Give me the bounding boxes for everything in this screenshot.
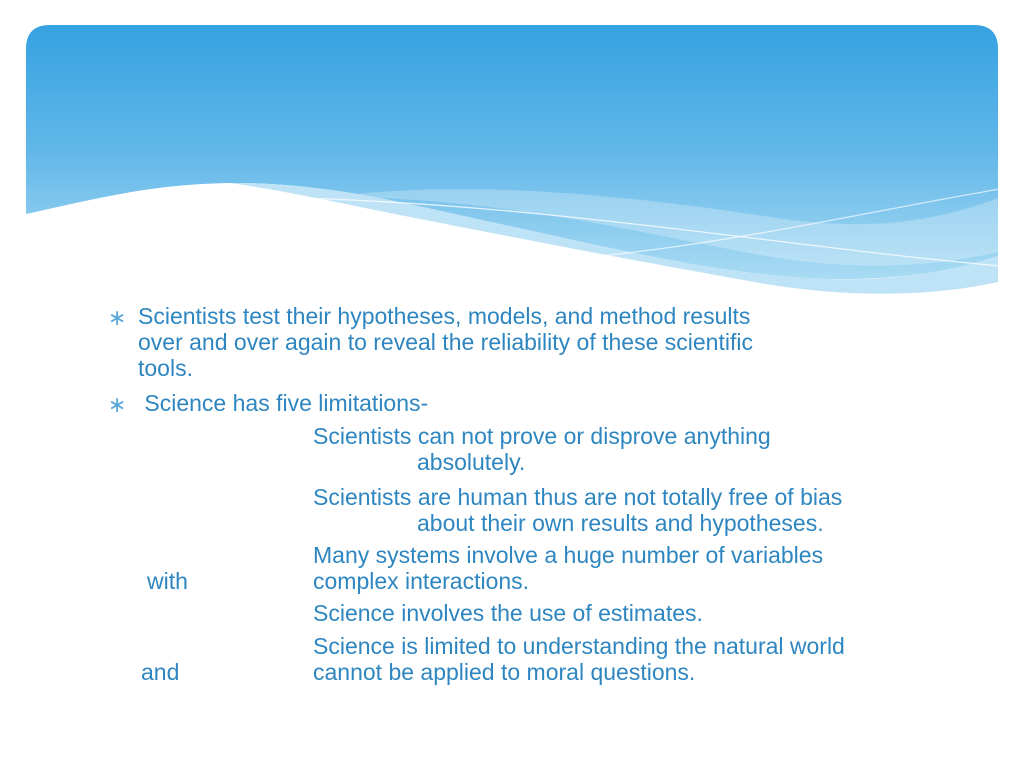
limitation-3 — [0, 542, 1024, 569]
limitation5-hang-word: and — [141, 659, 180, 685]
limitation-5 — [0, 633, 1024, 660]
limitation5-cont: cannot be applied to moral questions. — [313, 659, 696, 685]
bullet1-line3: tools. — [138, 355, 193, 381]
limitation2-main: Scientists are human thus are not totally free of bias — [313, 484, 843, 510]
bullet-item-1-wrap — [0, 329, 1024, 356]
limitation-4 — [0, 600, 1024, 627]
limitation-2 — [0, 484, 1024, 511]
limitation-1 — [0, 423, 1024, 450]
limitation2-wrap: about their own results and hypotheses. — [417, 510, 824, 536]
bullet-item-1 — [0, 303, 1024, 330]
bullet1-line2: over and over again to reveal the reliability of these scientific — [138, 329, 753, 355]
bullet-item-2 — [0, 390, 1024, 417]
limitation3-cont: complex interactions. — [313, 568, 530, 594]
limitation-3-cont — [0, 568, 1024, 595]
bullet-item-1-wrap — [0, 355, 1024, 382]
asterisk-bullet-icon: ∗ — [108, 305, 127, 330]
limitation1-wrap: absolutely. — [417, 449, 526, 475]
limitation4-main: Science involves the use of estimates. — [313, 600, 703, 626]
limitation3-hang-word: with — [147, 568, 188, 594]
limitation3-main: Many systems involve a huge number of variables — [313, 542, 824, 568]
asterisk-bullet-icon: ∗ — [108, 392, 127, 417]
limitation-2-wrap — [0, 510, 1024, 537]
limitation-5-cont — [0, 659, 1024, 686]
bullet1-line1: Scientists test their hypotheses, models, and method results — [138, 303, 751, 329]
limitation-1-wrap — [0, 449, 1024, 476]
limitation5-main: Science is limited to understanding the natural world — [313, 633, 845, 659]
limitation1-main: Scientists can not prove or disprove anything — [313, 423, 771, 449]
bullet2-line1: Science has five limitations- — [138, 390, 429, 416]
